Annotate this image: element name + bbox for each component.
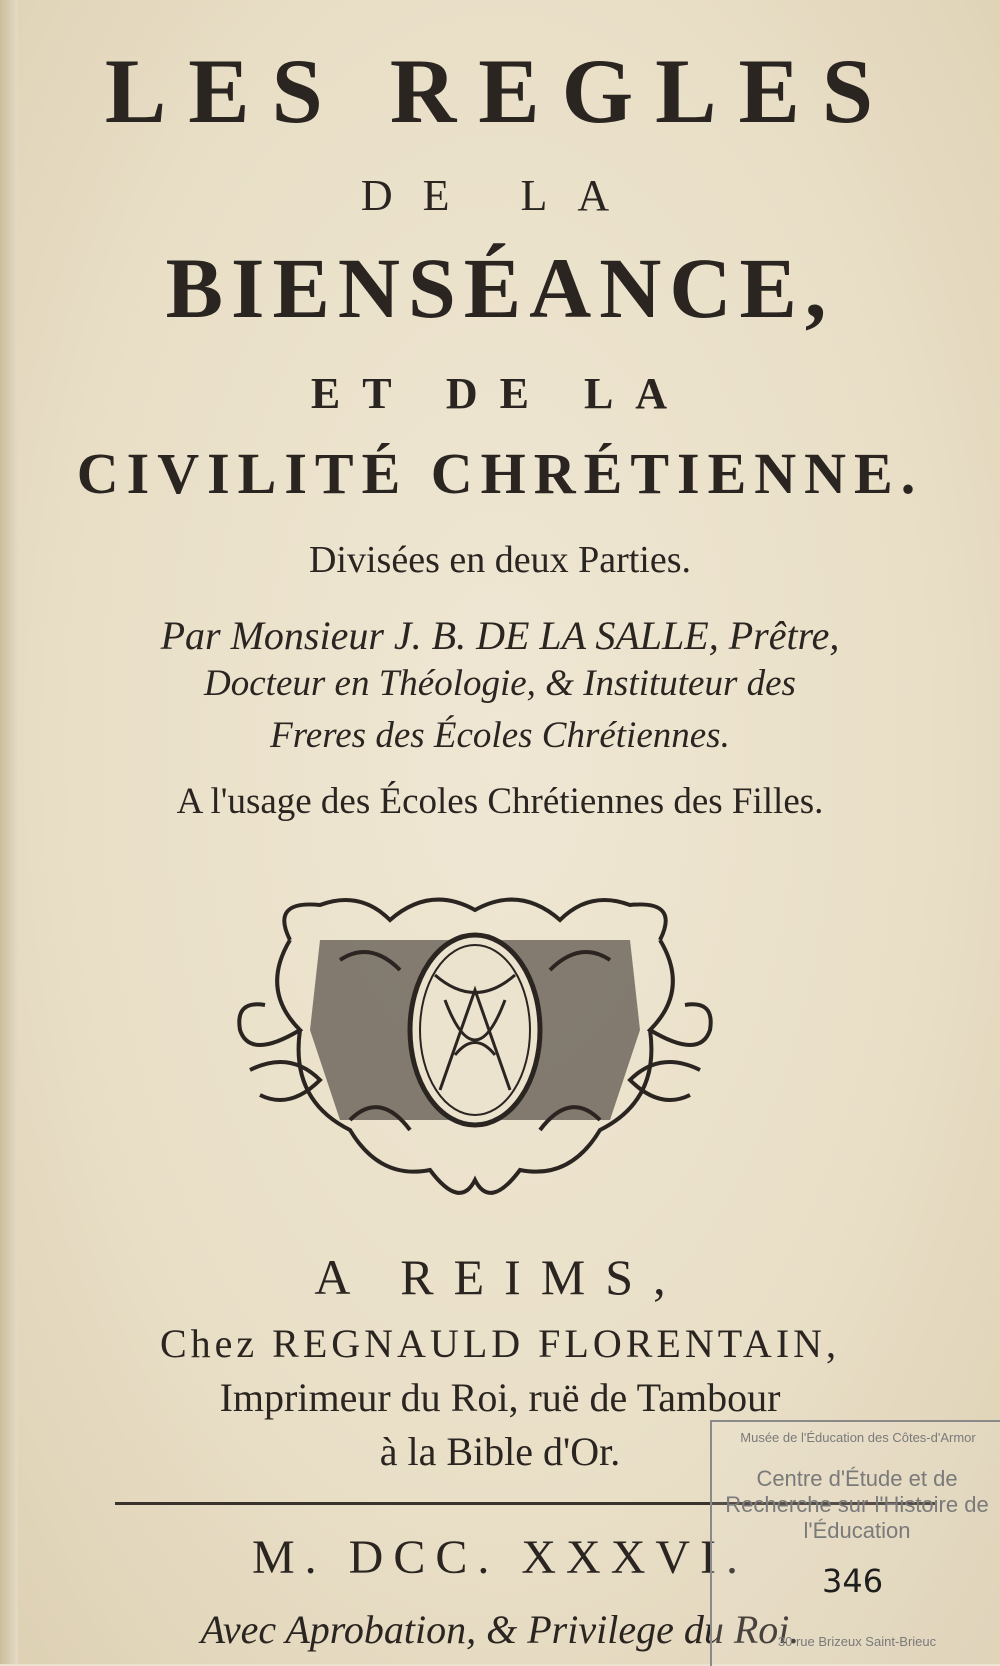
stamp-institution: Centre d'Étude et de Recherche sur l'Histoire de l'Éducation	[725, 1466, 989, 1543]
stamp-address: 30 rue Brizeux Saint-Brieuc	[777, 1634, 937, 1649]
title-line-3: BIENSÉANCE,	[165, 240, 835, 336]
stamp-number: 346	[822, 1562, 884, 1600]
imprint-year: M. DCC. XXXVI.	[251, 1531, 748, 1584]
subtitle: Divisées en deux Parties.	[308, 539, 692, 581]
stamp-header: Musée de l'Éducation des Côtes-d'Armor	[740, 1430, 976, 1445]
title-line-2: DE LA	[360, 171, 640, 220]
title-line-1: LES REGLES	[104, 40, 896, 142]
printer-line-2: Imprimeur du Roi, ruë de Tambour	[219, 1375, 781, 1420]
author-line-1: Par Monsieur J. B. DE LA SALLE, Prêtre,	[160, 613, 840, 658]
approbation-line: Avec Aprobation, & Privilege du Roi.	[200, 1607, 800, 1652]
printer-line-1: Chez REGNAULD FLORENTAIN,	[159, 1321, 841, 1366]
title-line-4: ET DE LA	[310, 369, 690, 418]
author-line-2: Docteur en Théologie, & Instituteur des	[204, 663, 796, 704]
author-line-3: Freres des Écoles Chrétiennes.	[270, 715, 730, 756]
library-stamp	[710, 1420, 1000, 1666]
imprint-place: A REIMS,	[314, 1249, 686, 1305]
ornament-icon	[230, 880, 720, 1220]
printer-line-3: à la Bible d'Or.	[379, 1429, 621, 1474]
title-line-5: CIVILITÉ CHRÉTIENNE.	[76, 441, 924, 506]
usage-line: A l'usage des Écoles Chrétiennes des Filles.	[176, 781, 824, 822]
